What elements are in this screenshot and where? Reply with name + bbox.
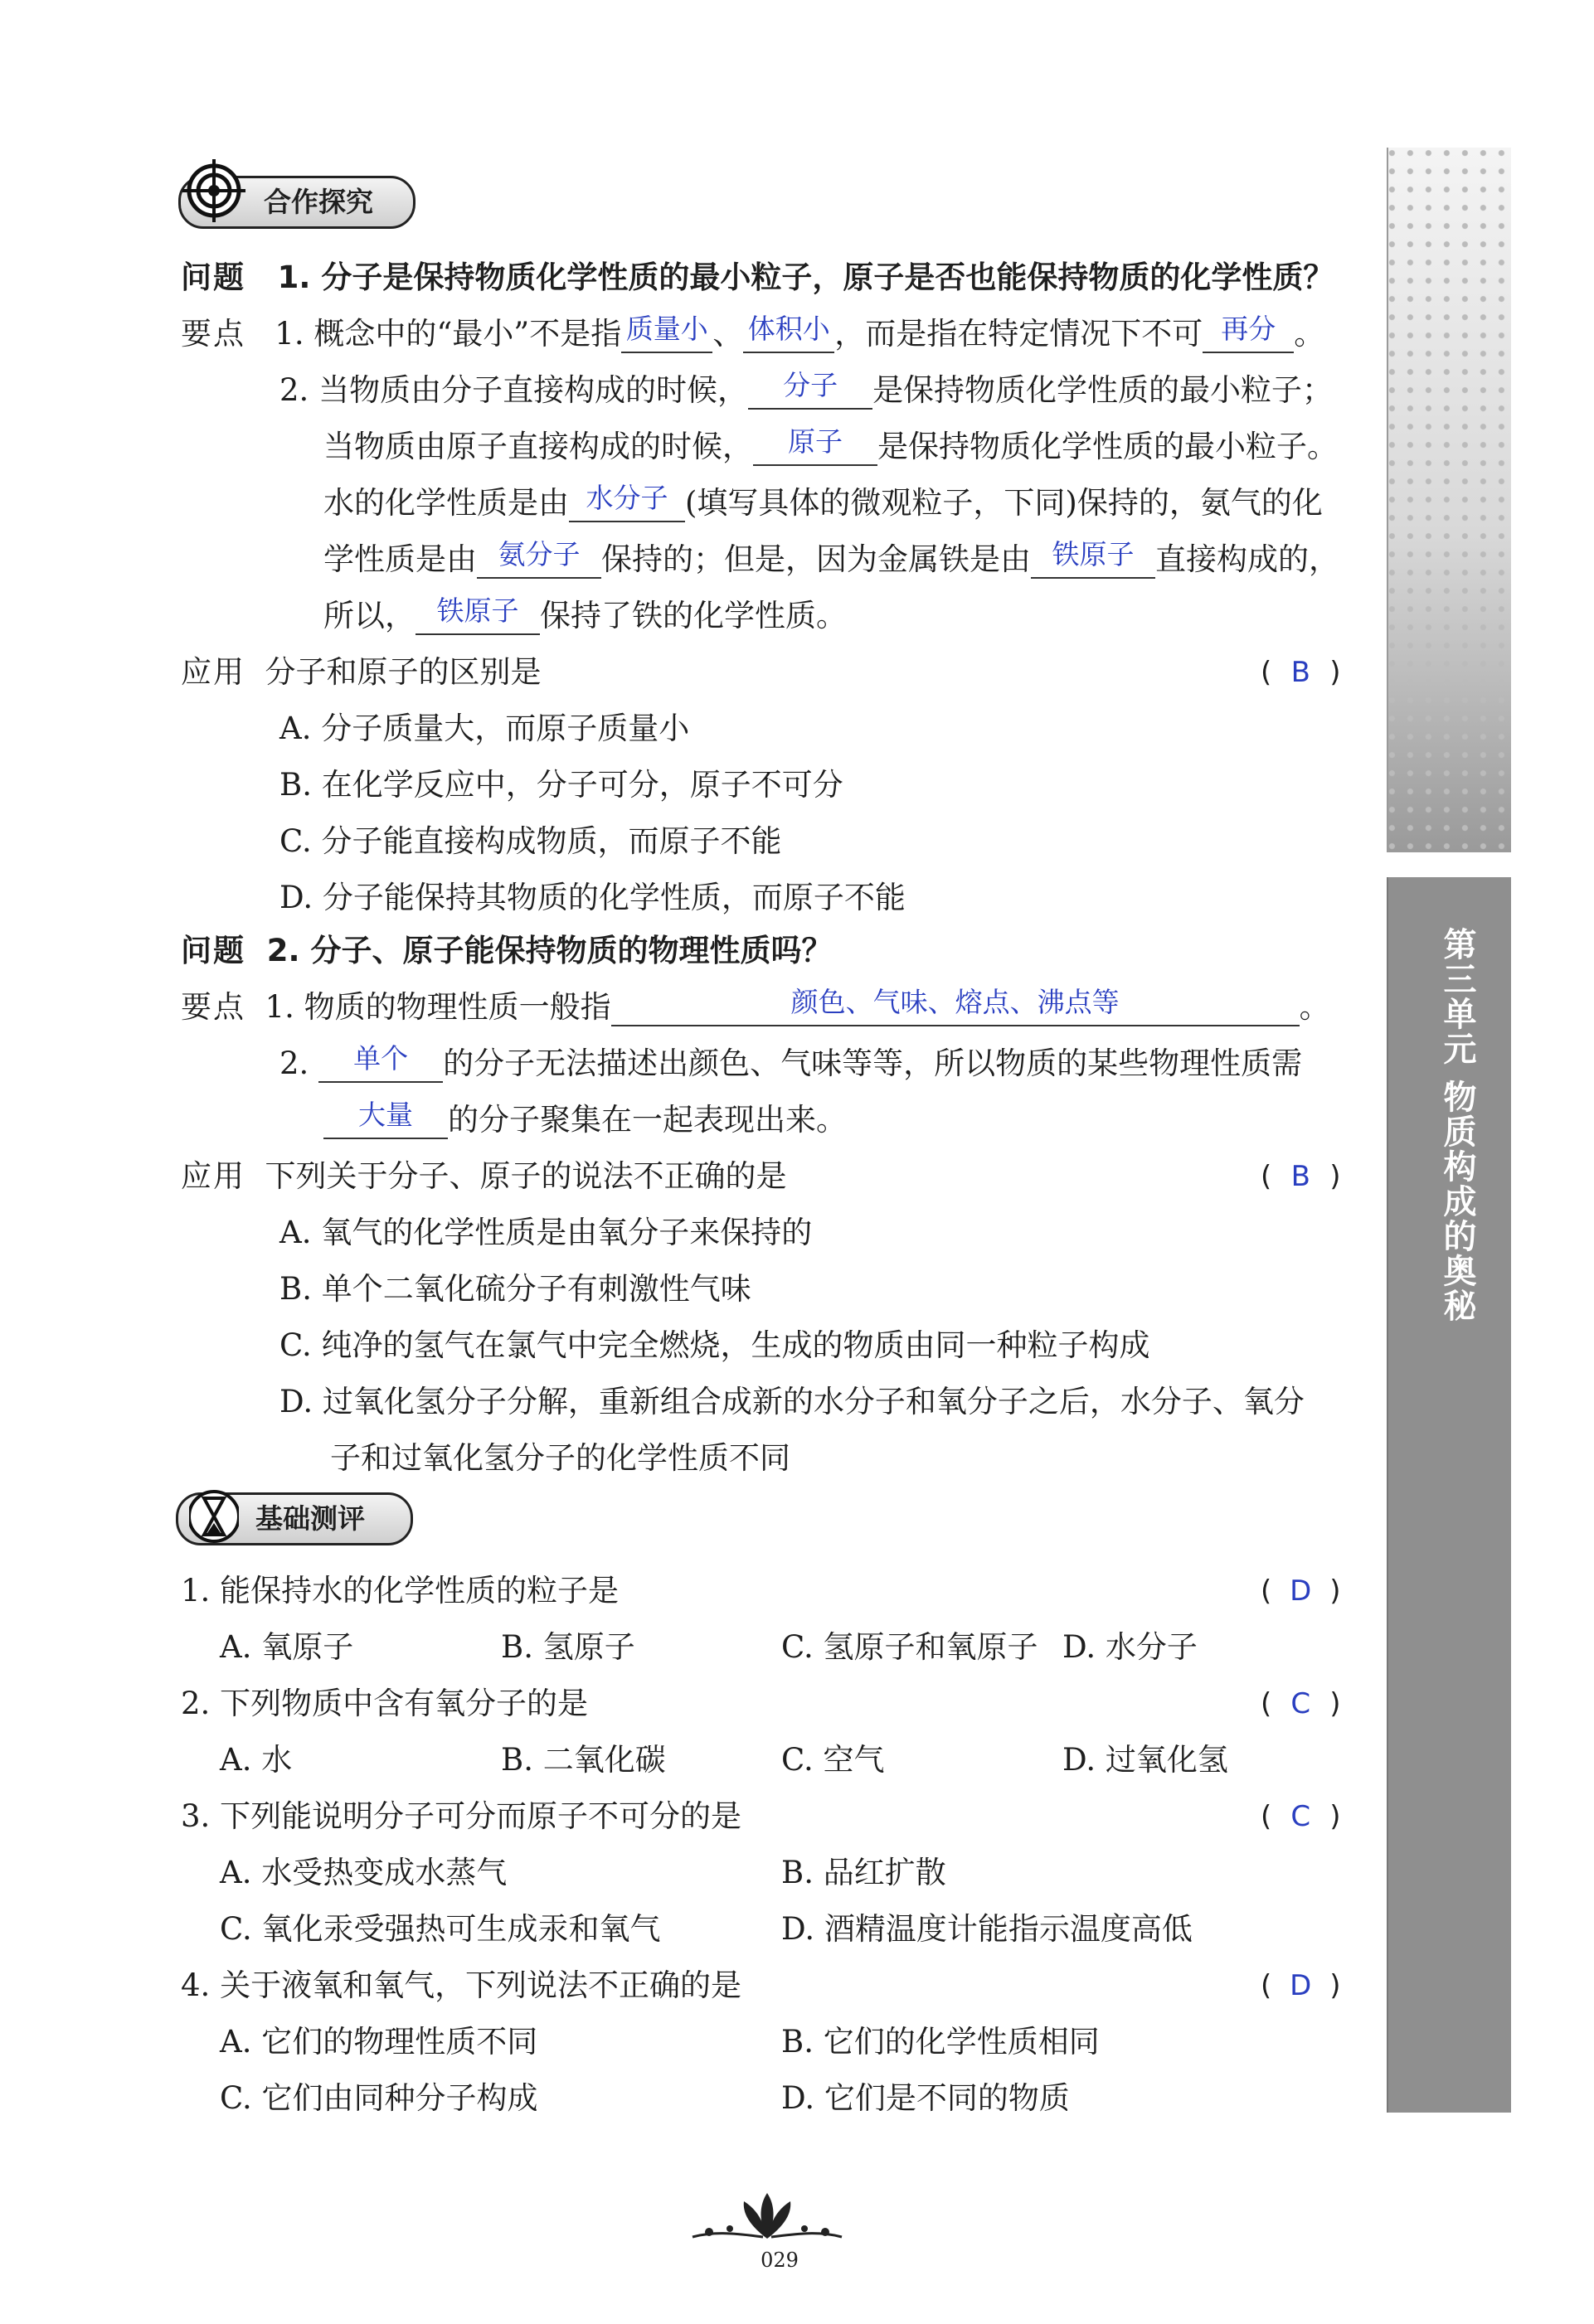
points-label: 要点 xyxy=(181,316,245,352)
section-title: 合作探究 xyxy=(264,186,373,218)
option: C. 它们由同种分子构成 xyxy=(220,2080,538,2116)
answer-bracket: ( D ) xyxy=(1261,1969,1341,2002)
target-icon xyxy=(181,158,247,224)
q1-point-2-line-2: 当物质由原子直接构成的时候， 原子 是保持物质化学性质的最小粒子。 xyxy=(323,425,1338,464)
question-1-title-row xyxy=(181,259,1334,297)
answer-blank: 铁原子 xyxy=(1031,544,1155,579)
option: D. 过氧化氢分子分解，重新组合成新的水分子和氧分子之后，水分子、氧分 xyxy=(279,1384,1305,1419)
option: A. 分子质量大，而原子质量小 xyxy=(279,711,690,746)
application-label: 应用 xyxy=(181,654,245,690)
q2-point-2-line-2: 大量 的分子聚集在一起表现出来。 xyxy=(323,1101,847,1139)
option: D. 它们是不同的物质 xyxy=(781,2080,1070,2116)
answer-blank: 原子 xyxy=(753,431,877,466)
option: B. 单个二氧化硫分子有刺激性气味 xyxy=(279,1271,751,1307)
question-label: 问题 xyxy=(181,260,245,295)
test-question-2: 2. 下列物质中含有氧分子的是 xyxy=(181,1686,589,1721)
test-question-1: 1. 能保持水的化学性质的粒子是 xyxy=(181,1573,620,1608)
q2-point-2-line-1: 2. 单个 的分子无法描述出颜色、气味等等，所以物质的某些物理性质需 xyxy=(279,1042,1303,1081)
option: A. 它们的物理性质不同 xyxy=(220,2024,538,2060)
option: B. 二氧化碳 xyxy=(501,1742,666,1778)
answer-blank: 颜色、气味、熔点、沸点等 xyxy=(611,992,1300,1026)
test-question-4: 4. 关于液氧和氧气，下列说法不正确的是 xyxy=(181,1967,742,2003)
answer-bracket: ( B ) xyxy=(1261,1160,1341,1193)
page-number: 029 xyxy=(761,2249,799,2272)
answer-blank: 大量 xyxy=(323,1104,448,1139)
option: C. 空气 xyxy=(781,1742,885,1778)
answer-bracket: ( C ) xyxy=(1261,1800,1341,1833)
q1-point-1: 要点 1. 概念中的“最小”不是指 质量小 、 体积小 ，而是指在特定情况下不可 再分 。 xyxy=(181,313,1325,352)
option: B. 它们的化学性质相同 xyxy=(781,2024,1100,2060)
q2-point-1: 要点 1. 物质的物理性质一般指 颜色、气味、熔点、沸点等 。 xyxy=(181,986,1330,1025)
unit-title: 第三单元 物质构成的奥秘 xyxy=(1438,927,1477,1323)
answer-blank: 质量小 xyxy=(621,318,712,353)
option: C. 氢原子和氧原子 xyxy=(781,1629,1038,1665)
option: A. 氧气的化学性质是由氧分子来保持的 xyxy=(279,1215,813,1250)
option: A. 水受热变成水蒸气 xyxy=(220,1855,508,1890)
option-continuation: 子和过氧化氢分子的化学性质不同 xyxy=(330,1440,790,1476)
q1-point-2-line-1: 2. 当物质由分子直接构成的时候， 分子 是保持物质化学性质的最小粒子； xyxy=(279,369,1334,408)
q2-application: 应用 下列关于分子、原子的说法不正确的是 xyxy=(181,1158,787,1194)
option: D. 水分子 xyxy=(1062,1629,1198,1665)
answer-blank: 氨分子 xyxy=(477,544,601,579)
answer-blank: 水分子 xyxy=(569,488,685,522)
section-title: 基础测评 xyxy=(255,1502,365,1535)
question-2-title-row: 问题 2. 分子、原子能保持物质的物理性质吗？ xyxy=(181,933,833,968)
answer-bracket: ( D ) xyxy=(1261,1574,1341,1608)
sidebar-pattern xyxy=(1387,148,1511,852)
question-title: 1. 分子是保持物质化学性质的最小粒子，原子是否也能保持物质的化学性质？ xyxy=(277,260,1334,295)
option: C. 纯净的氢气在氯气中完全燃烧，生成的物质由同一种粒子构成 xyxy=(279,1327,1150,1363)
q1-point-2-line-5: 所以， 铁原子 保持了铁的化学性质。 xyxy=(323,594,847,633)
option: B. 品红扩散 xyxy=(781,1855,946,1890)
floral-ornament-icon xyxy=(676,2189,858,2247)
answer-blank: 单个 xyxy=(318,1048,443,1083)
option: C. 氧化汞受强热可生成汞和氧气 xyxy=(220,1911,661,1947)
q1-application: 应用 分子和原子的区别是 xyxy=(181,654,542,690)
option: B. 氢原子 xyxy=(501,1629,635,1665)
option: A. 水 xyxy=(220,1742,293,1778)
answer-blank: 体积小 xyxy=(743,318,834,353)
option: D. 过氧化氢 xyxy=(1062,1742,1228,1778)
option: D. 酒精温度计能指示温度高低 xyxy=(781,1911,1193,1947)
answer-bracket: ( B ) xyxy=(1261,656,1341,689)
answer-bracket: ( C ) xyxy=(1261,1687,1341,1720)
answer-blank: 分子 xyxy=(748,375,872,410)
option: A. 氧原子 xyxy=(220,1629,354,1665)
hourglass-icon xyxy=(189,1487,239,1546)
test-question-3: 3. 下列能说明分子可分而原子不可分的是 xyxy=(181,1798,742,1834)
option: C. 分子能直接构成物质，而原子不能 xyxy=(279,823,782,859)
unit-sidebar xyxy=(1387,148,1509,2113)
q1-point-2-line-3: 水的化学性质是由 水分子 (填写具体的微观粒子，下同)保持的，氨气的化 xyxy=(323,482,1323,521)
answer-blank: 铁原子 xyxy=(416,600,540,635)
option: D. 分子能保持其物质的化学性质，而原子不能 xyxy=(279,880,906,915)
answer-blank: 再分 xyxy=(1203,318,1294,353)
option: B. 在化学反应中，分子可分，原子不可分 xyxy=(279,767,843,803)
q1-point-2-line-4: 学性质是由 氨分子 保持的；但是，因为金属铁是由 铁原子 直接构成的， xyxy=(323,538,1339,577)
